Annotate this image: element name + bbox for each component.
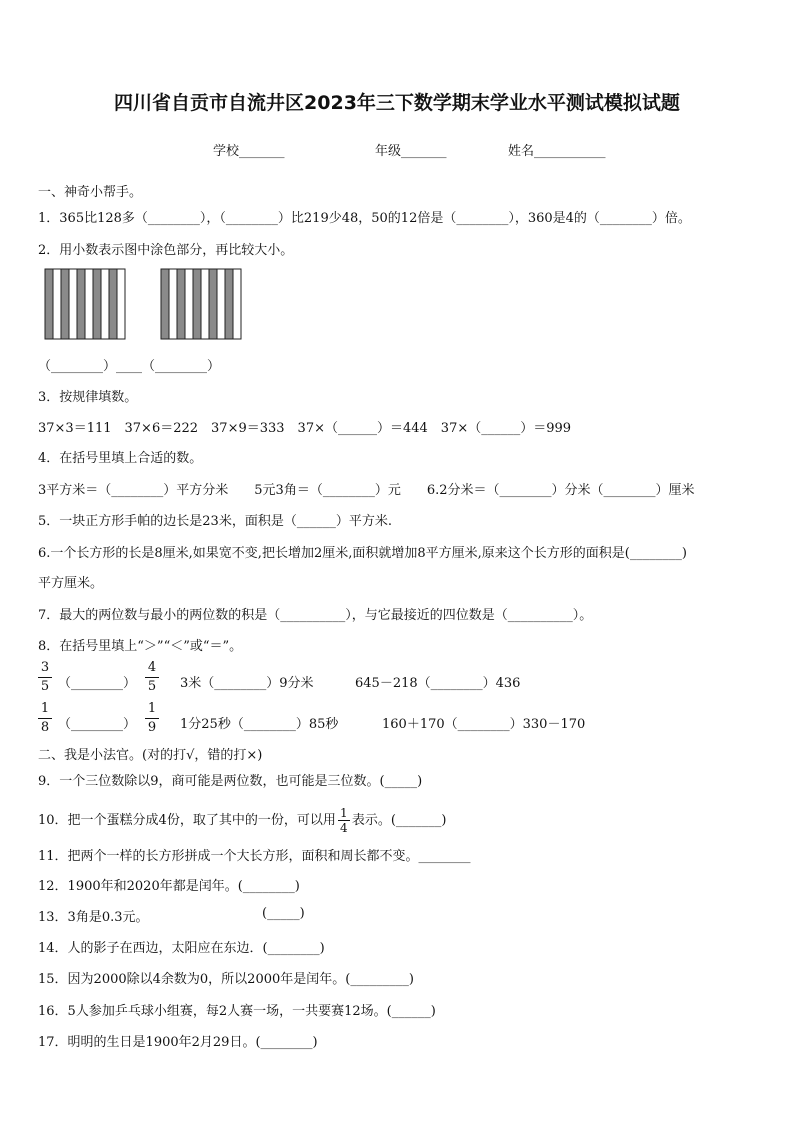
name-field: 姓名___________	[508, 144, 606, 159]
question-10-text: 10．把一个蛋糕分成4份，取了其中的一份，可以用	[38, 813, 336, 828]
question-11: 11．把两个一样的长方形拼成一个大长方形，面积和周长都不变。________	[38, 849, 471, 864]
blank-strip	[233, 269, 241, 339]
question-3: 3．按规律填数。	[38, 390, 138, 405]
shaded-strip	[77, 269, 85, 339]
shaded-strip	[45, 269, 53, 339]
compare-blank: （________）	[58, 717, 137, 732]
question-17: 17．明明的生日是1900年2月29日。(________)	[38, 1035, 318, 1050]
question-6-line-2: 平方厘米。	[38, 576, 104, 591]
question-4: 4．在括号里填上合适的数。	[38, 451, 203, 466]
fraction-1-9: 1 9	[145, 701, 159, 736]
question-10-tail: 表示。(_______)	[351, 813, 447, 828]
blank-strip	[53, 269, 61, 339]
question-15: 15．因为2000除以4余数为0，所以2000年是闰年。(_________)	[38, 972, 414, 987]
fraction-4-5: 4 5	[145, 660, 159, 695]
shaded-strip	[61, 269, 69, 339]
shaded-strip	[225, 269, 233, 339]
compare-expressions: 160＋170（________）330－170	[382, 717, 586, 732]
question-2-answer: （________）____（________）	[38, 359, 221, 374]
compare-subtraction: 645－218（________）436	[355, 676, 521, 691]
question-13-blank: (_____)	[262, 906, 305, 921]
blank-strip	[217, 269, 225, 339]
compare-time: 1分25秒（________）85秒	[180, 717, 339, 732]
question-1: 1．365比128多（________），（________）比219少48，50的12倍是（________），360是4的（________）倍。	[38, 211, 691, 226]
fraction-1-8: 1 8	[38, 701, 52, 736]
shaded-strip	[109, 269, 117, 339]
question-4-conversions: 3平方米＝（________）平方分米 5元3角＝（________）元 6.2分米＝（________）分米（________）厘米	[38, 483, 695, 498]
question-8: 8．在括号里填上“＞”“＜”或“＝”。	[38, 639, 243, 654]
fraction-1-4: $\frac{1}{4}$	[338, 806, 350, 835]
question-10	[38, 806, 446, 835]
question-14: 14．人的影子在西边，太阳应在东边．(________)	[38, 941, 325, 956]
question-16: 16．5人参加乒乓球小组赛，每2人赛一场，一共要赛12场。(______)	[38, 1004, 436, 1019]
shaded-strips-figure	[44, 268, 244, 340]
shaded-strip	[177, 269, 185, 339]
blank-strip	[69, 269, 77, 339]
question-2: 2．用小数表示图中涂色部分，再比较大小。	[38, 243, 294, 258]
question-12: 12．1900年和2020年都是闰年。(________)	[38, 879, 300, 894]
blank-strip	[101, 269, 109, 339]
question-13: 13．3角是0.3元。	[38, 910, 149, 925]
blank-strip	[169, 269, 177, 339]
compare-length: 3米（________）9分米	[180, 676, 314, 691]
blank-strip	[85, 269, 93, 339]
school-field: 学校_______	[213, 144, 285, 159]
shaded-strip	[193, 269, 201, 339]
blank-strip	[117, 269, 125, 339]
page-title: 四川省自贡市自流井区2023年三下数学期末学业水平测试模拟试题	[114, 92, 680, 114]
question-3-pattern: 37×3＝111 37×6＝222 37×9＝333 37×（______）＝444 37×（______）＝999	[38, 421, 572, 436]
shaded-strip	[209, 269, 217, 339]
blank-strip	[185, 269, 193, 339]
section-2-heading: 二、我是小法官。(对的打√，错的打×)	[38, 748, 263, 763]
question-9: 9．一个三位数除以9，商可能是两位数，也可能是三位数。(_____)	[38, 774, 423, 789]
shaded-strip	[161, 269, 169, 339]
shaded-strip	[93, 269, 101, 339]
section-1-heading: 一、神奇小帮手。	[38, 185, 143, 200]
question-6-line-1: 6.一个长方形的长是8厘米,如果宽不变,把长增加2厘米,面积就增加8平方厘米,原来这个长方形的面积是(________)	[38, 546, 687, 561]
question-5: 5．一块正方形手帕的边长是23米，面积是（______）平方米.	[38, 514, 392, 529]
question-7: 7．最大的两位数与最小的两位数的积是（__________），与它最接近的四位数是（__________）。	[38, 608, 593, 623]
grade-field: 年级_______	[375, 144, 447, 159]
compare-blank: （________）	[58, 676, 137, 691]
fraction-3-5: 3 5	[38, 660, 52, 695]
blank-strip	[201, 269, 209, 339]
